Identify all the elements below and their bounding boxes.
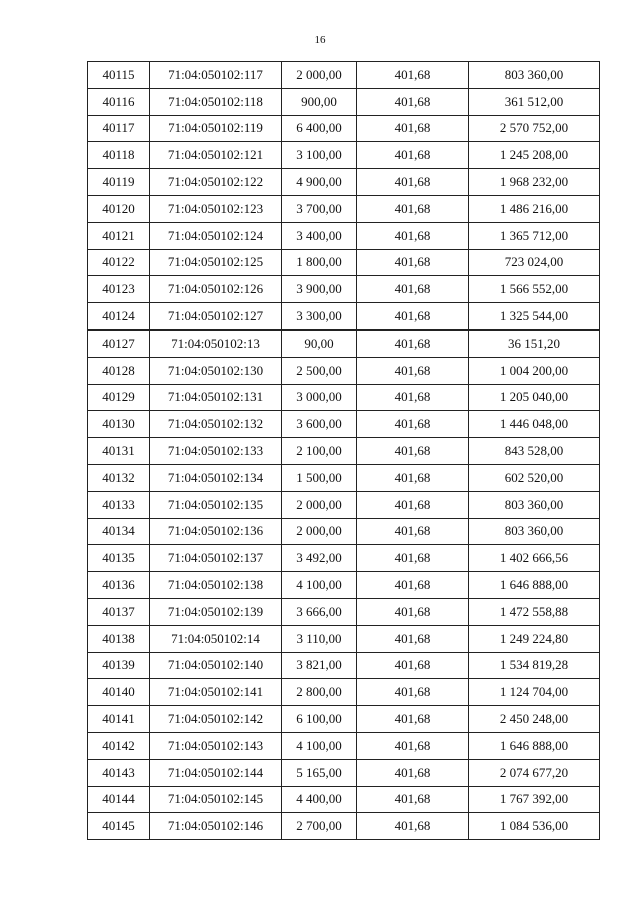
record-number-cell: 40131 (88, 438, 150, 465)
value-cell: 803 360,00 (469, 491, 600, 518)
cadastral-table (87, 61, 600, 840)
record-number-cell: 40127 (88, 330, 150, 357)
rate-cell: 401,68 (357, 572, 469, 599)
rate-cell: 401,68 (357, 411, 469, 438)
record-number-cell: 40132 (88, 464, 150, 491)
rate-cell: 401,68 (357, 786, 469, 813)
cadastral-number-cell: 71:04:050102:143 (150, 732, 282, 759)
area-cell: 3 300,00 (282, 303, 357, 330)
value-cell: 2 570 752,00 (469, 115, 600, 142)
record-number-cell: 40138 (88, 625, 150, 652)
record-number-cell: 40121 (88, 222, 150, 249)
cadastral-number-cell: 71:04:050102:118 (150, 88, 282, 115)
table-row (88, 652, 600, 679)
value-cell: 723 024,00 (469, 249, 600, 276)
area-cell: 4 900,00 (282, 169, 357, 196)
rate-cell: 401,68 (357, 652, 469, 679)
value-cell: 1 646 888,00 (469, 732, 600, 759)
area-cell: 2 000,00 (282, 491, 357, 518)
rate-cell: 401,68 (357, 357, 469, 384)
record-number-cell: 40118 (88, 142, 150, 169)
cadastral-number-cell: 71:04:050102:136 (150, 518, 282, 545)
rate-cell: 401,68 (357, 813, 469, 840)
table-row (88, 195, 600, 222)
record-number-cell: 40143 (88, 759, 150, 786)
table-row (88, 384, 600, 411)
table-row (88, 464, 600, 491)
table-row (88, 357, 600, 384)
cadastral-number-cell: 71:04:050102:131 (150, 384, 282, 411)
rate-cell: 401,68 (357, 62, 469, 89)
area-cell: 6 400,00 (282, 115, 357, 142)
value-cell: 1 245 208,00 (469, 142, 600, 169)
record-number-cell: 40145 (88, 813, 150, 840)
record-number-cell: 40120 (88, 195, 150, 222)
cadastral-number-cell: 71:04:050102:122 (150, 169, 282, 196)
rate-cell: 401,68 (357, 491, 469, 518)
table-row (88, 759, 600, 786)
table-row (88, 249, 600, 276)
area-cell: 3 492,00 (282, 545, 357, 572)
area-cell: 4 100,00 (282, 572, 357, 599)
rate-cell: 401,68 (357, 464, 469, 491)
cadastral-number-cell: 71:04:050102:123 (150, 195, 282, 222)
record-number-cell: 40119 (88, 169, 150, 196)
table-row (88, 303, 600, 330)
record-number-cell: 40124 (88, 303, 150, 330)
table-row (88, 706, 600, 733)
rate-cell: 401,68 (357, 330, 469, 357)
rate-cell: 401,68 (357, 679, 469, 706)
cadastral-number-cell: 71:04:050102:145 (150, 786, 282, 813)
record-number-cell: 40122 (88, 249, 150, 276)
value-cell: 1 205 040,00 (469, 384, 600, 411)
area-cell: 2 000,00 (282, 518, 357, 545)
rate-cell: 401,68 (357, 249, 469, 276)
rate-cell: 401,68 (357, 169, 469, 196)
table-row (88, 62, 600, 89)
record-number-cell: 40115 (88, 62, 150, 89)
area-cell: 5 165,00 (282, 759, 357, 786)
value-cell: 2 074 677,20 (469, 759, 600, 786)
rate-cell: 401,68 (357, 88, 469, 115)
area-cell: 900,00 (282, 88, 357, 115)
cadastral-number-cell: 71:04:050102:135 (150, 491, 282, 518)
area-cell: 3 666,00 (282, 598, 357, 625)
area-cell: 6 100,00 (282, 706, 357, 733)
value-cell: 1 084 536,00 (469, 813, 600, 840)
table-row (88, 115, 600, 142)
record-number-cell: 40136 (88, 572, 150, 599)
table-row (88, 142, 600, 169)
rate-cell: 401,68 (357, 276, 469, 303)
record-number-cell: 40134 (88, 518, 150, 545)
rate-cell: 401,68 (357, 545, 469, 572)
rate-cell: 401,68 (357, 732, 469, 759)
table-row (88, 276, 600, 303)
area-cell: 1 800,00 (282, 249, 357, 276)
record-number-cell: 40140 (88, 679, 150, 706)
area-cell: 1 500,00 (282, 464, 357, 491)
value-cell: 1 124 704,00 (469, 679, 600, 706)
value-cell: 1 249 224,80 (469, 625, 600, 652)
cadastral-number-cell: 71:04:050102:125 (150, 249, 282, 276)
rate-cell: 401,68 (357, 518, 469, 545)
value-cell: 803 360,00 (469, 62, 600, 89)
record-number-cell: 40117 (88, 115, 150, 142)
rate-cell: 401,68 (357, 706, 469, 733)
table-row (88, 330, 600, 357)
rate-cell: 401,68 (357, 115, 469, 142)
cadastral-number-cell: 71:04:050102:138 (150, 572, 282, 599)
value-cell: 1 325 544,00 (469, 303, 600, 330)
record-number-cell: 40133 (88, 491, 150, 518)
cadastral-number-cell: 71:04:050102:133 (150, 438, 282, 465)
record-number-cell: 40130 (88, 411, 150, 438)
cadastral-number-cell: 71:04:050102:141 (150, 679, 282, 706)
value-cell: 2 450 248,00 (469, 706, 600, 733)
value-cell: 1 365 712,00 (469, 222, 600, 249)
cadastral-table-container (87, 61, 599, 840)
rate-cell: 401,68 (357, 142, 469, 169)
rate-cell: 401,68 (357, 598, 469, 625)
value-cell: 602 520,00 (469, 464, 600, 491)
value-cell: 361 512,00 (469, 88, 600, 115)
record-number-cell: 40123 (88, 276, 150, 303)
record-number-cell: 40116 (88, 88, 150, 115)
table-row (88, 679, 600, 706)
cadastral-number-cell: 71:04:050102:121 (150, 142, 282, 169)
area-cell: 90,00 (282, 330, 357, 357)
area-cell: 3 100,00 (282, 142, 357, 169)
record-number-cell: 40139 (88, 652, 150, 679)
table-row (88, 572, 600, 599)
cadastral-number-cell: 71:04:050102:140 (150, 652, 282, 679)
rate-cell: 401,68 (357, 759, 469, 786)
table-row (88, 88, 600, 115)
table-row (88, 545, 600, 572)
value-cell: 1 004 200,00 (469, 357, 600, 384)
record-number-cell: 40128 (88, 357, 150, 384)
table-row (88, 491, 600, 518)
area-cell: 3 000,00 (282, 384, 357, 411)
area-cell: 3 700,00 (282, 195, 357, 222)
value-cell: 1 646 888,00 (469, 572, 600, 599)
table-row (88, 786, 600, 813)
value-cell: 803 360,00 (469, 518, 600, 545)
cadastral-number-cell: 71:04:050102:134 (150, 464, 282, 491)
value-cell: 1 534 819,28 (469, 652, 600, 679)
record-number-cell: 40144 (88, 786, 150, 813)
table-row (88, 169, 600, 196)
table-row (88, 625, 600, 652)
value-cell: 1 446 048,00 (469, 411, 600, 438)
cadastral-number-cell: 71:04:050102:144 (150, 759, 282, 786)
record-number-cell: 40129 (88, 384, 150, 411)
area-cell: 2 100,00 (282, 438, 357, 465)
value-cell: 1 472 558,88 (469, 598, 600, 625)
record-number-cell: 40137 (88, 598, 150, 625)
cadastral-number-cell: 71:04:050102:127 (150, 303, 282, 330)
table-row (88, 411, 600, 438)
cadastral-number-cell: 71:04:050102:137 (150, 545, 282, 572)
cadastral-number-cell: 71:04:050102:132 (150, 411, 282, 438)
value-cell: 1 402 666,56 (469, 545, 600, 572)
area-cell: 3 900,00 (282, 276, 357, 303)
cadastral-number-cell: 71:04:050102:146 (150, 813, 282, 840)
cadastral-number-cell: 71:04:050102:13 (150, 330, 282, 357)
area-cell: 3 821,00 (282, 652, 357, 679)
record-number-cell: 40135 (88, 545, 150, 572)
value-cell: 1 486 216,00 (469, 195, 600, 222)
value-cell: 843 528,00 (469, 438, 600, 465)
record-number-cell: 40142 (88, 732, 150, 759)
table-row (88, 438, 600, 465)
page-number: 16 (314, 34, 326, 46)
cadastral-number-cell: 71:04:050102:14 (150, 625, 282, 652)
rate-cell: 401,68 (357, 438, 469, 465)
area-cell: 2 500,00 (282, 357, 357, 384)
cadastral-number-cell: 71:04:050102:126 (150, 276, 282, 303)
record-number-cell: 40141 (88, 706, 150, 733)
rate-cell: 401,68 (357, 303, 469, 330)
rate-cell: 401,68 (357, 384, 469, 411)
cadastral-number-cell: 71:04:050102:142 (150, 706, 282, 733)
table-row (88, 732, 600, 759)
table-row (88, 518, 600, 545)
area-cell: 2 000,00 (282, 62, 357, 89)
area-cell: 3 110,00 (282, 625, 357, 652)
cadastral-number-cell: 71:04:050102:119 (150, 115, 282, 142)
cadastral-number-cell: 71:04:050102:117 (150, 62, 282, 89)
table-row (88, 222, 600, 249)
value-cell: 1 566 552,00 (469, 276, 600, 303)
value-cell: 36 151,20 (469, 330, 600, 357)
area-cell: 3 600,00 (282, 411, 357, 438)
table-body (88, 62, 600, 840)
area-cell: 4 400,00 (282, 786, 357, 813)
table-row (88, 598, 600, 625)
area-cell: 2 700,00 (282, 813, 357, 840)
cadastral-number-cell: 71:04:050102:124 (150, 222, 282, 249)
value-cell: 1 968 232,00 (469, 169, 600, 196)
cadastral-number-cell: 71:04:050102:139 (150, 598, 282, 625)
rate-cell: 401,68 (357, 625, 469, 652)
rate-cell: 401,68 (357, 222, 469, 249)
rate-cell: 401,68 (357, 195, 469, 222)
value-cell: 1 767 392,00 (469, 786, 600, 813)
area-cell: 3 400,00 (282, 222, 357, 249)
area-cell: 2 800,00 (282, 679, 357, 706)
cadastral-number-cell: 71:04:050102:130 (150, 357, 282, 384)
table-row (88, 813, 600, 840)
area-cell: 4 100,00 (282, 732, 357, 759)
